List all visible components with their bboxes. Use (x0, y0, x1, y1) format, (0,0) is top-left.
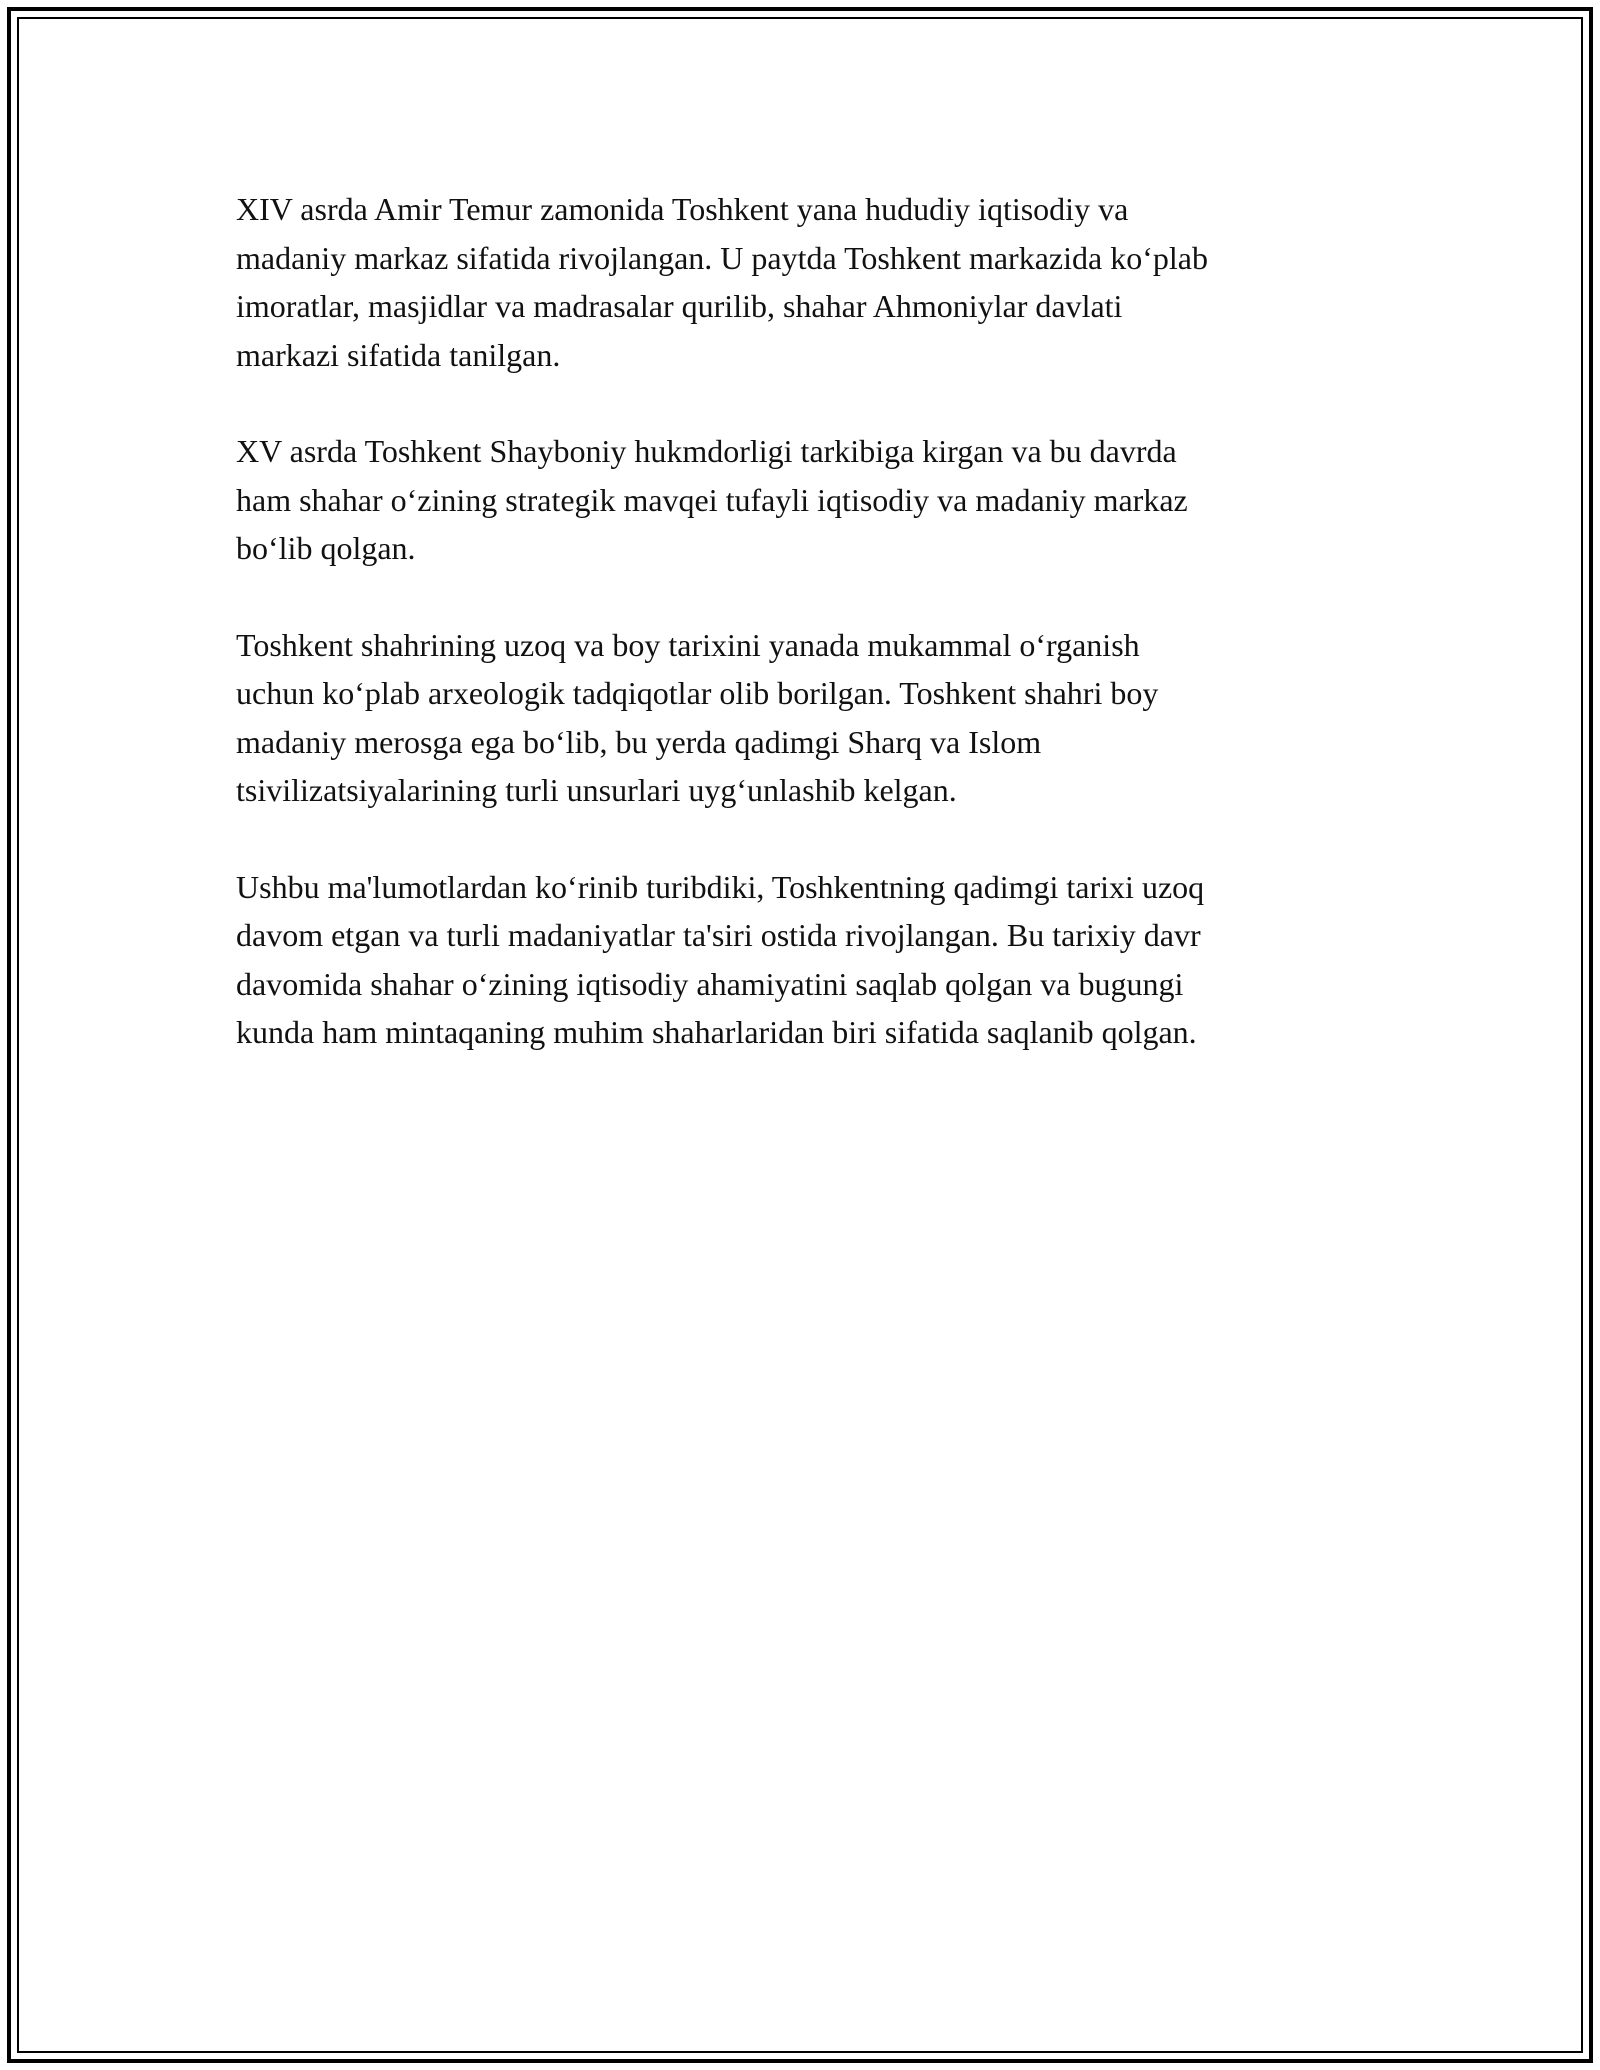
text-line: madaniy markaz sifatida rivojlangan. U paytda Toshkent markazida ko‘plab (236, 239, 1208, 276)
text-line: uchun ko‘plab arxeologik tadqiqotlar olib borilgan. Toshkent shahri boy (236, 675, 1159, 711)
text-line: tsivilizatsiyalarining turli unsurlari uyg‘unlashib kelgan. (236, 772, 957, 808)
text-line: imoratlar, masjidlar va madrasalar qurilib, shahar Ahmoniylar davlati (236, 288, 1123, 324)
paragraph-amir-temur-era (236, 185, 1366, 379)
text-line: Ushbu ma'lumotlardan ko‘rinib turibdiki, Toshkentning qadimgi tarixi uzoq (236, 868, 1205, 905)
paragraph-conclusion (236, 863, 1366, 1057)
document-body (236, 185, 1366, 1105)
text-line: Toshkent shahrining uzoq va boy tarixini yanada mukammal o‘rganish (236, 626, 1140, 663)
paragraph-archaeology (236, 621, 1366, 815)
text-line: kunda ham mintaqaning muhim shaharlaridan biri sifatida saqlanib qolgan. (236, 1014, 1197, 1050)
paragraph-shayboniy-era (236, 427, 1366, 573)
text-line: markazi sifatida tanilgan. (236, 336, 561, 373)
text-line: XIV asrda Amir Temur zamonida Toshkent yana hududiy iqtisodiy va (236, 191, 1129, 227)
text-line: madaniy merosga ega bo‘lib, bu yerda qadimgi Sharq va Islom (236, 723, 1042, 760)
text-line: davom etgan va turli madaniyatlar ta'siri ostida rivojlangan. Bu tarixiy davr (236, 917, 1201, 953)
text-line: davomida shahar o‘zining iqtisodiy ahamiyatini saqlab qolgan va bugungi (236, 965, 1184, 1002)
text-line: bo‘lib qolgan. (236, 530, 416, 566)
text-line: ham shahar o‘zining strategik mavqei tufayli iqtisodiy va madaniy markaz (236, 481, 1188, 518)
text-line: XV asrda Toshkent Shayboniy hukmdorligi tarkibiga kirgan va bu davrda (236, 433, 1177, 469)
